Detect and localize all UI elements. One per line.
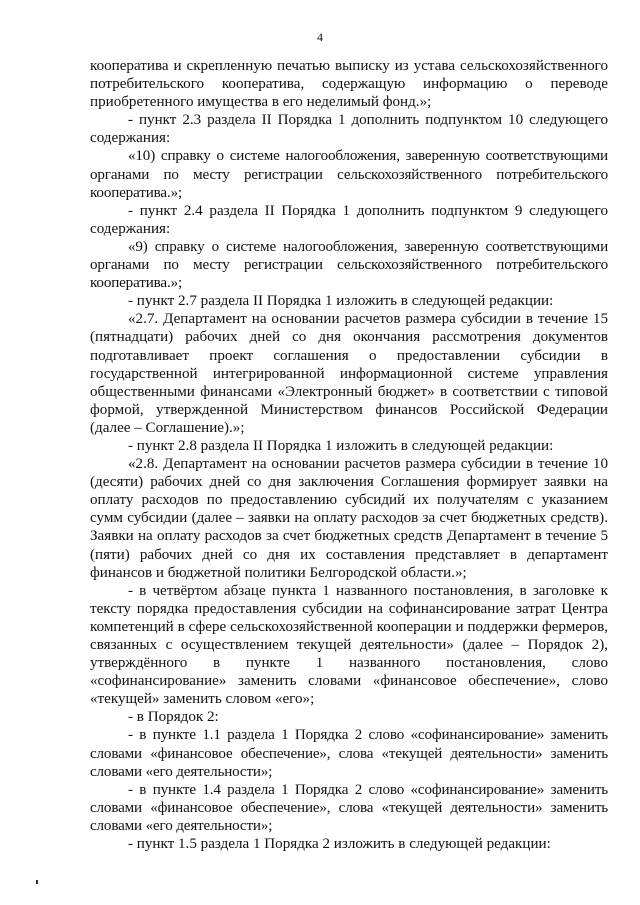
paragraph: - в Порядок 2: — [128, 709, 219, 726]
paragraph: - в пункте 1.4 раздела 1 Порядка 2 слово «софинансирование» заменить словами «финансовое обеспечение», слова «текущей деятельности» заменить словами «его деятельности»; — [90, 781, 608, 834]
paragraph: «10) справку о системе налогообложения, заверенную соответствующими органами по месту регистрации сельскохозяйственного потребительского кооператива.»; — [90, 148, 608, 201]
page-number: 4 — [317, 30, 323, 44]
paragraph: кооператива и скрепленную печатью выписку из устава сельскохозяйственного потребительского кооператива, содержащую информацию о переводе приобретенного имущества в его неделимый фонд.»; — [90, 58, 608, 111]
paragraph: - пункт 2.8 раздела II Порядка 1 изложить в следующей редакции: — [128, 437, 554, 454]
paragraph: - в четвёртом абзаце пункта 1 названного постановления, в заголовке к тексту порядка предоставления субсидии на софинансирование затрат Центра компетенций в сфере сельскохозяйственной кооперации и поддержки фермеров, связанных с осуществлением текущей деятельности» (далее – Порядок 2), утверждённого в пункте 1 названного постановления, слово «софинансирование» заменить словами «финансовое обеспечение», слово «текущей» заменить словом «его»; — [90, 582, 608, 708]
paragraph: «2.7. Департамент на основании расчетов размера субсидии в течение 15 (пятнадцати) рабочих дней со дня окончания рассмотрения документов подготавливает проект соглашения о предоставлении субсидии в государственной интегрированной информационной системе управления общественными финансами «Электронный бюджет» в соответствии с типовой формой, утвержденной Министерством финансов Российской Федерации (далее – Соглашение).»; — [90, 311, 608, 436]
document-body — [90, 57, 608, 853]
paragraph: - пункт 2.3 раздела II Порядка 1 дополнить подпунктом 10 следующего содержания: — [90, 112, 608, 147]
paragraph: - пункт 1.5 раздела 1 Порядка 2 изложить в следующей редакции: — [128, 836, 551, 853]
paragraph: «2.8. Департамент на основании расчетов размера субсидии в течение 10 (десяти) рабочих дней со дня заключения Соглашения формирует заявки на оплату расходов по предоставлению субсидий их получателям с указанием сумм субсидии (далее – заявки на оплату расходов за счет бюджетных средств). Заявки на оплату расходов за счет бюджетных средств Департамент в течение 5 (пяти) рабочих дней со дня их составления представляет в департамент финансов и бюджетной политики Белгородской области.»; — [90, 456, 608, 581]
paragraph: - пункт 2.4 раздела II Порядка 1 дополнить подпунктом 9 следующего содержания: — [90, 202, 608, 237]
scan-mark — [36, 880, 38, 884]
paragraph: - пункт 2.7 раздела II Порядка 1 изложить в следующей редакции: — [128, 293, 554, 310]
paragraph: «9) справку о системе налогообложения, заверенную соответствующими органами по месту регистрации сельскохозяйственного потребительского кооператива.»; — [90, 238, 608, 292]
paragraph: - в пункте 1.1 раздела 1 Порядка 2 слово «софинансирование» заменить словами «финансовое обеспечение», слова «текущей деятельности» заменить словами «его деятельности»; — [90, 727, 608, 780]
